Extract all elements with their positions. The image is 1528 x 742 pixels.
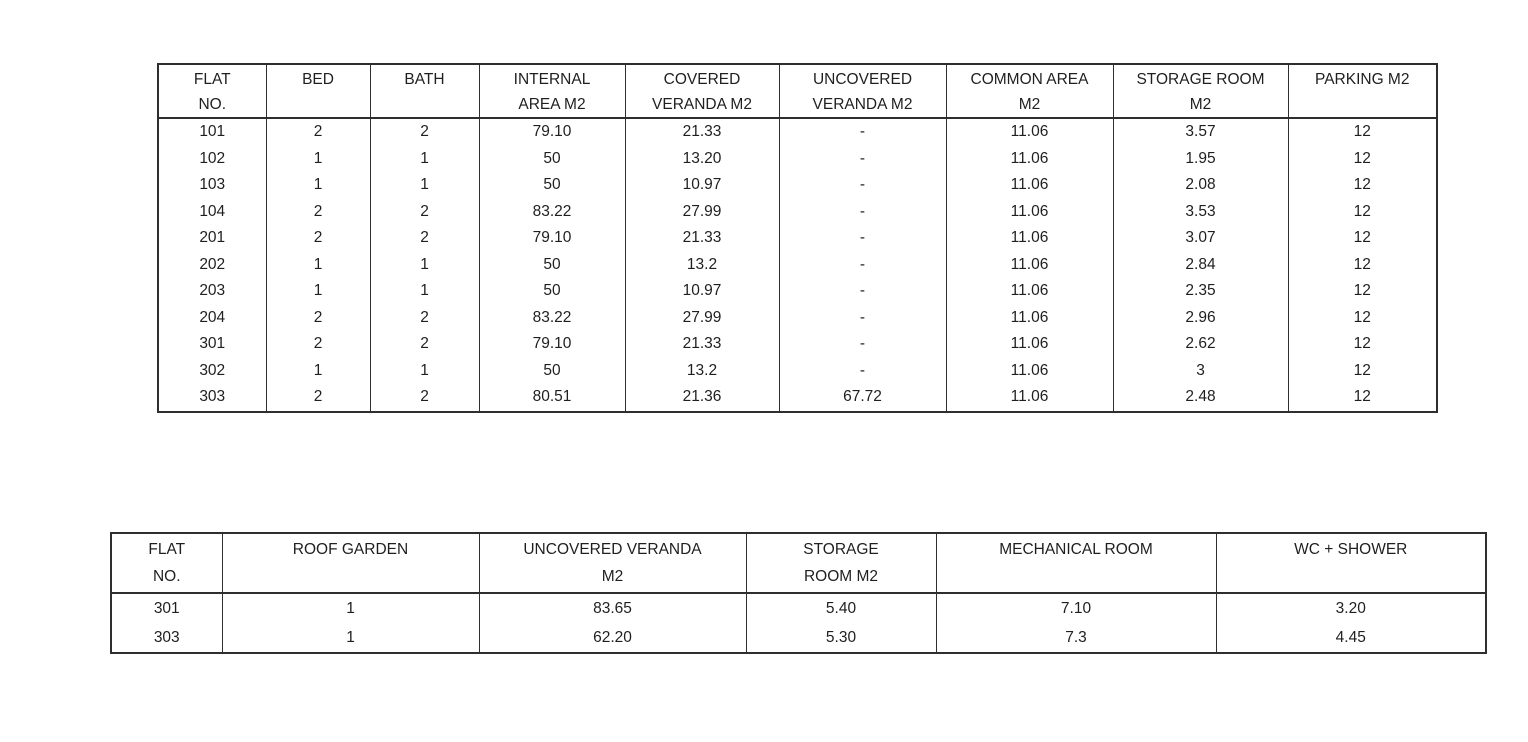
table-row (111, 593, 1486, 623)
col-header-internal-area (479, 64, 625, 118)
col-header-bed (266, 64, 370, 118)
table-cell: 12 (1288, 225, 1437, 252)
table-cell: 21.33 (625, 118, 779, 146)
table-cell: 1 (370, 358, 479, 385)
table-cell: 11.06 (946, 118, 1113, 146)
penthouse-extras-table (110, 532, 1487, 654)
table-cell: 12 (1288, 172, 1437, 199)
table-row (158, 118, 1437, 146)
header-line: INTERNAL (513, 71, 591, 88)
table-cell: 301 (158, 331, 266, 358)
table-cell: 1 (266, 146, 370, 173)
col-header-mechanical-room (936, 533, 1216, 593)
table-cell: 1 (370, 172, 479, 199)
header-line: BED (302, 71, 334, 88)
col-header-covered-veranda (625, 64, 779, 118)
table-cell: 2 (370, 199, 479, 226)
table-cell: 3.57 (1113, 118, 1288, 146)
table-cell: 12 (1288, 118, 1437, 146)
flats-areas-table (157, 63, 1438, 413)
table-cell: 1 (266, 358, 370, 385)
table-cell: - (779, 358, 946, 385)
header-line: M2 (601, 568, 624, 585)
header-line: FLAT (193, 71, 231, 88)
table-row (158, 305, 1437, 332)
table-cell: 13.20 (625, 146, 779, 173)
header-line: UNCOVERED VERANDA (523, 541, 702, 558)
table-cell: 83.22 (479, 199, 625, 226)
table-cell: 50 (479, 252, 625, 279)
table-cell: 2 (266, 384, 370, 412)
table-cell: 202 (158, 252, 266, 279)
table-row (158, 172, 1437, 199)
table-cell: 12 (1288, 305, 1437, 332)
col-header-bath (370, 64, 479, 118)
table-cell: - (779, 331, 946, 358)
table-cell: 2.96 (1113, 305, 1288, 332)
table-cell: 2.62 (1113, 331, 1288, 358)
table-cell: 12 (1288, 358, 1437, 385)
table-cell: 5.40 (746, 593, 936, 623)
table-cell: 103 (158, 172, 266, 199)
table-cell: 2 (370, 118, 479, 146)
table-cell: 12 (1288, 278, 1437, 305)
table-cell: 21.33 (625, 331, 779, 358)
table-cell: 201 (158, 225, 266, 252)
table-cell: 79.10 (479, 118, 625, 146)
table-cell: 50 (479, 358, 625, 385)
table-cell: - (779, 252, 946, 279)
table-cell: 2.35 (1113, 278, 1288, 305)
table-row (158, 225, 1437, 252)
table-cell: 83.65 (479, 593, 746, 623)
header-line: VERANDA M2 (812, 96, 913, 113)
table-cell: 2.08 (1113, 172, 1288, 199)
header-line: AREA M2 (518, 96, 586, 113)
header-line: MECHANICAL ROOM (999, 541, 1153, 558)
table-cell: 1 (222, 593, 479, 623)
table-cell: 11.06 (946, 358, 1113, 385)
col-header-uncovered-veranda (779, 64, 946, 118)
table-cell: 50 (479, 146, 625, 173)
table-cell: 27.99 (625, 199, 779, 226)
header-line: NO. (152, 568, 181, 585)
header-line: UNCOVERED (812, 71, 913, 88)
table-cell: 1 (222, 623, 479, 653)
table-cell: - (779, 172, 946, 199)
table-cell: 2 (266, 225, 370, 252)
extras-table-header (111, 533, 1486, 593)
table-cell: 11.06 (946, 305, 1113, 332)
header-line: M2 (1018, 96, 1041, 113)
table-cell: 2 (266, 199, 370, 226)
table-cell: 11.06 (946, 384, 1113, 412)
table-cell: 12 (1288, 384, 1437, 412)
table-cell: - (779, 225, 946, 252)
header-line: STORAGE (803, 541, 879, 558)
table-cell: 303 (111, 623, 222, 653)
table-cell: 10.97 (625, 172, 779, 199)
header-line: STORAGE ROOM (1136, 71, 1265, 88)
table-cell: 204 (158, 305, 266, 332)
table-cell: 303 (158, 384, 266, 412)
header-line: NO. (198, 96, 227, 113)
flats-table-body (158, 118, 1437, 412)
table-cell: 12 (1288, 199, 1437, 226)
col-header-flat-no (111, 533, 222, 593)
header-line: PARKING M2 (1315, 71, 1410, 88)
table-row (158, 199, 1437, 226)
header-line: M2 (1189, 96, 1212, 113)
table-cell: 1 (370, 278, 479, 305)
table-cell: 2.84 (1113, 252, 1288, 279)
table-cell: 83.22 (479, 305, 625, 332)
col-header-flat-no (158, 64, 266, 118)
col-header-uncovered-veranda (479, 533, 746, 593)
table-cell: - (779, 199, 946, 226)
table-cell: 11.06 (946, 225, 1113, 252)
table-cell: 80.51 (479, 384, 625, 412)
table-cell: 1 (266, 278, 370, 305)
table-cell: - (779, 118, 946, 146)
table-row (158, 384, 1437, 412)
header-row (158, 64, 1437, 118)
table-cell: 11.06 (946, 252, 1113, 279)
table-cell: 2 (370, 331, 479, 358)
header-line: COMMON AREA (970, 71, 1089, 88)
table-cell: 12 (1288, 331, 1437, 358)
header-line: WC + SHOWER (1294, 541, 1408, 558)
flats-table-header (158, 64, 1437, 118)
table-cell: 21.36 (625, 384, 779, 412)
table-cell: 102 (158, 146, 266, 173)
table-cell: 11.06 (946, 199, 1113, 226)
table-cell: 301 (111, 593, 222, 623)
table-cell: 5.30 (746, 623, 936, 653)
table-cell: 27.99 (625, 305, 779, 332)
header-line: VERANDA M2 (652, 96, 752, 113)
table-cell: 2 (370, 225, 479, 252)
table-cell: 62.20 (479, 623, 746, 653)
table-cell: - (779, 146, 946, 173)
table-row (158, 252, 1437, 279)
header-line: COVERED (663, 71, 741, 88)
table-cell: 50 (479, 172, 625, 199)
table-row (158, 331, 1437, 358)
table-cell: 1 (266, 172, 370, 199)
table-cell: 79.10 (479, 331, 625, 358)
table-cell: 2 (370, 384, 479, 412)
table-cell: 1 (370, 252, 479, 279)
table-cell: 2 (266, 118, 370, 146)
header-line: FLAT (148, 541, 186, 558)
table-cell: 3.53 (1113, 199, 1288, 226)
table-cell: 1 (370, 146, 479, 173)
extras-table-body (111, 593, 1486, 653)
header-line: BATH (404, 71, 445, 88)
table-cell: 67.72 (779, 384, 946, 412)
table-cell: 79.10 (479, 225, 625, 252)
table-cell: 21.33 (625, 225, 779, 252)
table-row (158, 358, 1437, 385)
col-header-wc-shower (1216, 533, 1486, 593)
table-cell: 3 (1113, 358, 1288, 385)
table-cell: 11.06 (946, 331, 1113, 358)
table-cell: 11.06 (946, 146, 1113, 173)
table-row (111, 623, 1486, 653)
table-cell: 10.97 (625, 278, 779, 305)
table-cell: - (779, 278, 946, 305)
table-cell: 7.3 (936, 623, 1216, 653)
table-cell: 13.2 (625, 252, 779, 279)
table-cell: 12 (1288, 146, 1437, 173)
table-cell: 4.45 (1216, 623, 1486, 653)
table-cell: 3.20 (1216, 593, 1486, 623)
header-line: ROOF GARDEN (292, 541, 409, 558)
col-header-common-area (946, 64, 1113, 118)
col-header-storage-room (1113, 64, 1288, 118)
header-row (111, 533, 1486, 593)
table-cell: 2 (266, 305, 370, 332)
table-cell: 101 (158, 118, 266, 146)
table-cell: 11.06 (946, 278, 1113, 305)
table-cell: 104 (158, 199, 266, 226)
table-cell: 2 (266, 331, 370, 358)
table-cell: 1 (266, 252, 370, 279)
col-header-storage-room (746, 533, 936, 593)
table-cell: 11.06 (946, 172, 1113, 199)
header-line: ROOM M2 (803, 568, 879, 585)
table-cell: 3.07 (1113, 225, 1288, 252)
table-cell: 7.10 (936, 593, 1216, 623)
table-cell: 302 (158, 358, 266, 385)
table-cell: 2.48 (1113, 384, 1288, 412)
table-row (158, 278, 1437, 305)
table-row (158, 146, 1437, 173)
table-cell: 1.95 (1113, 146, 1288, 173)
table-cell: 12 (1288, 252, 1437, 279)
col-header-roof-garden (222, 533, 479, 593)
col-header-parking (1288, 64, 1437, 118)
table-cell: 13.2 (625, 358, 779, 385)
table-cell: 203 (158, 278, 266, 305)
table-cell: - (779, 305, 946, 332)
table-cell: 2 (370, 305, 479, 332)
table-cell: 50 (479, 278, 625, 305)
